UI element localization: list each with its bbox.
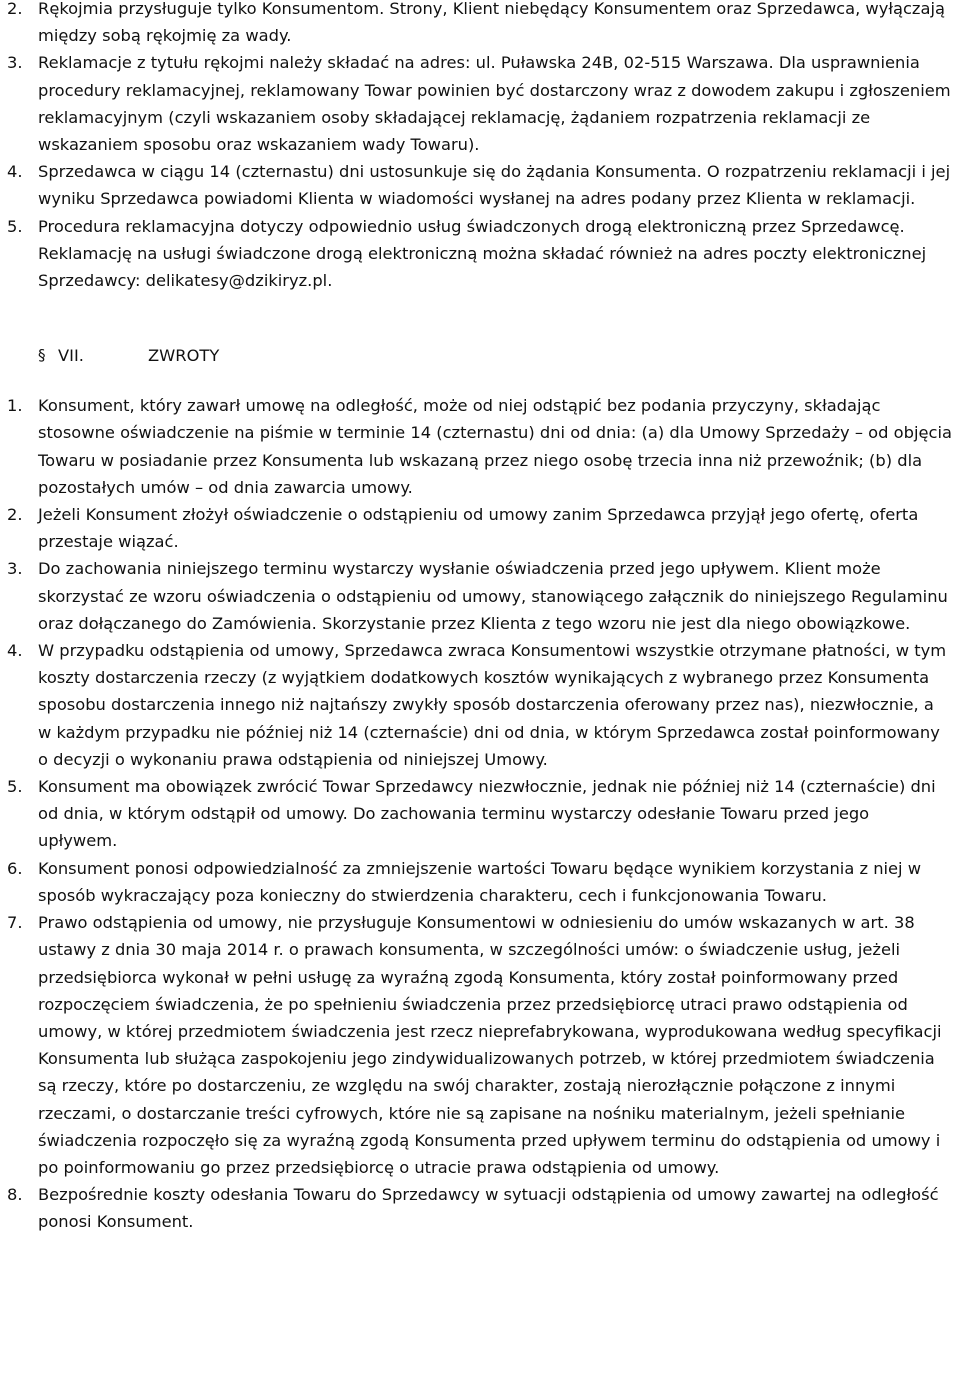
item-number: 2.: [7, 505, 23, 525]
list-item: [7, 1181, 952, 1235]
section-sign: §: [38, 346, 46, 365]
item-text: Konsument ponosi odpowiedzialność za zmniejszenie wartości Towaru będące wynikiem korzystania z niej w sposób wykraczający poza konieczny do stwierdzenia charakteru, cech i funkcjonowania Towaru.: [38, 858, 922, 905]
list-item: [7, 773, 952, 855]
item-text: Rękojmia przysługuje tylko Konsumentom. Strony, Klient niebędący Konsumentem oraz Sprzedawca, wyłączają między sobą rękojmię za wady.: [38, 0, 945, 46]
item-text: Procedura reklamacyjna dotyczy odpowiednio usług świadczonych drogą elektroniczną przez Sprzedawcę. Reklamację na usługi świadczone drogą elektroniczną można składać również na adres poczty elektronicznej Sprzedawcy: delikatesy@dzikiryz.pl.: [38, 216, 927, 291]
list-item: [7, 637, 952, 773]
item-number: 7.: [7, 913, 23, 933]
item-text: Reklamacje z tytułu rękojmi należy składać na adres: ul. Puławska 24B, 02-515 Warszawa. Dla usprawnienia procedury reklamacyjnej, reklamowany Towar powinien być dostarczony wraz z dowodem zakupu i zgłoszeniem reklamacyjnym (czyli wskazaniem osoby składającej reklamację, żądaniem rozpatrzenia reklamacji ze wskazaniem sposobu oraz wskazaniem wady Towaru).: [38, 53, 951, 155]
section-heading-returns: [38, 342, 952, 369]
list-item: [7, 213, 952, 295]
item-text: Do zachowania niniejszego terminu wystarczy wysłanie oświadczenia przed jego upływem. Klient może skorzystać ze wzoru oświadczenia o odstąpieniu od umowy, stanowiącego załącznik do niniejszego Regulaminu oraz dołączanego do Zamówienia. Skorzystanie przez Klienta z tego wzoru nie jest dla niego obowiązkowe.: [38, 559, 948, 633]
list-item: [7, 501, 952, 555]
item-number: 1.: [7, 396, 23, 416]
item-text: Prawo odstąpienia od umowy, nie przysługuje Konsumentowi w odniesieniu do umów wskazanych w art. 38 ustawy z dnia 30 maja 2014 r. o prawach konsumenta, w szczególności umów: o świadczenie usług, jeżeli przedsiębiorca wykonał w pełni usługę za wyraźną zgodą Konsumenta, który został poinformowany przed rozpoczęciem świadczenia, że po spełnieniu świadczenia przez przedsiębiorcę utraci prawo odstąpienia od umowy, w której przedmiotem świadczenia jest rzecz nieprefabrykowana, wyprodukowana według specyfikacji Konsumenta lub służąca zaspokojeniu jego zindywidualizowanych potrzeb, w której przedmiotem świadczenia są rzeczy, które po dostarczeniu, ze względu na swój charakter, zostają nierozłącznie połączone z innymi rzeczami, o dostarczanie treści cyfrowych, które nie są zapisane na nośniku materialnym, jeżeli spełnianie świadczenia rozpoczęło się za wyraźną zgodą Konsumenta przed upływem terminu do odstąpienia od umowy i po poinformowaniu go przez przedsiębiorcę o utracie prawa odstąpienia od umowy.: [38, 913, 942, 1177]
list-item: [7, 49, 952, 158]
item-number: 3.: [7, 559, 23, 579]
item-number: 4.: [7, 162, 23, 182]
section-number: VII.: [58, 346, 84, 366]
list-item: [7, 909, 952, 1181]
item-number: 2.: [7, 0, 23, 18]
list-item: [7, 855, 952, 909]
item-number: 6.: [7, 858, 23, 878]
list-item: [7, 555, 952, 637]
item-text: W przypadku odstąpienia od umowy, Sprzedawca zwraca Konsumentowi wszystkie otrzymane płatności, w tym koszty dostarczenia rzeczy (z wyjątkiem dodatkowych kosztów wynikających z wybranego przez Konsumenta sposobu dostarczenia innego niż najtańszy zwykły sposób dostarczenia oferowany przez nas), niezwłocznie, a w każdym przypadku nie później niż 14 (czternaście) dni od dnia, w którym Sprzedawca został poinformowany o decyzji o wykonaniu prawa odstąpienia od niniejszej Umowy.: [38, 641, 947, 769]
item-number: 4.: [7, 641, 23, 661]
item-text: Bezpośrednie koszty odesłania Towaru do Sprzedawcy w sytuacji odstąpienia od umowy zawartej na odległość ponosi Konsument.: [38, 1185, 939, 1232]
item-text: Sprzedawca w ciągu 14 (czternastu) dni ustosunkuje się do żądania Konsumenta. O rozpatrzeniu reklamacji i jej wyniku Sprzedawca powiadomi Klienta w wiadomości wysłanej na adres podany przez Klienta w reklamacji.: [38, 162, 951, 209]
item-number: 3.: [7, 53, 23, 73]
list-item: [7, 392, 952, 501]
section-title: ZWROTY: [148, 346, 220, 366]
item-text: Konsument, który zawarł umowę na odległość, może od niej odstąpić bez podania przyczyny, składając stosowne oświadczenie na piśmie w terminie 14 (czternastu) dni od dnia: (a) dla Umowy Sprzedaży – od objęcia Towaru w posiadanie przez Konsumenta lub wskazaną przez niego osobę trzecia inna niż przewoźnik; (b) dla pozostałych umów – od dnia zawarcia umowy.: [38, 396, 952, 497]
item-number: 8.: [7, 1185, 23, 1205]
item-number: 5.: [7, 216, 23, 236]
item-text: Konsument ma obowiązek zwrócić Towar Sprzedawcy niezwłocznie, jednak nie później niż 14 (czternaście) dni od dnia, w którym odstąpił od umowy. Do zachowania terminu wystarczy odesłanie Towaru przed jego upływem.: [38, 777, 936, 851]
list-item: [7, 0, 952, 49]
list-item: [7, 158, 952, 212]
item-text: Jeżeli Konsument złożył oświadczenie o odstąpieniu od umowy zanim Sprzedawca przyjął jego ofertę, oferta przestaje wiązać.: [38, 505, 919, 552]
item-number: 5.: [7, 777, 23, 797]
complaints-list: [7, 0, 952, 294]
returns-list: [7, 392, 952, 1235]
